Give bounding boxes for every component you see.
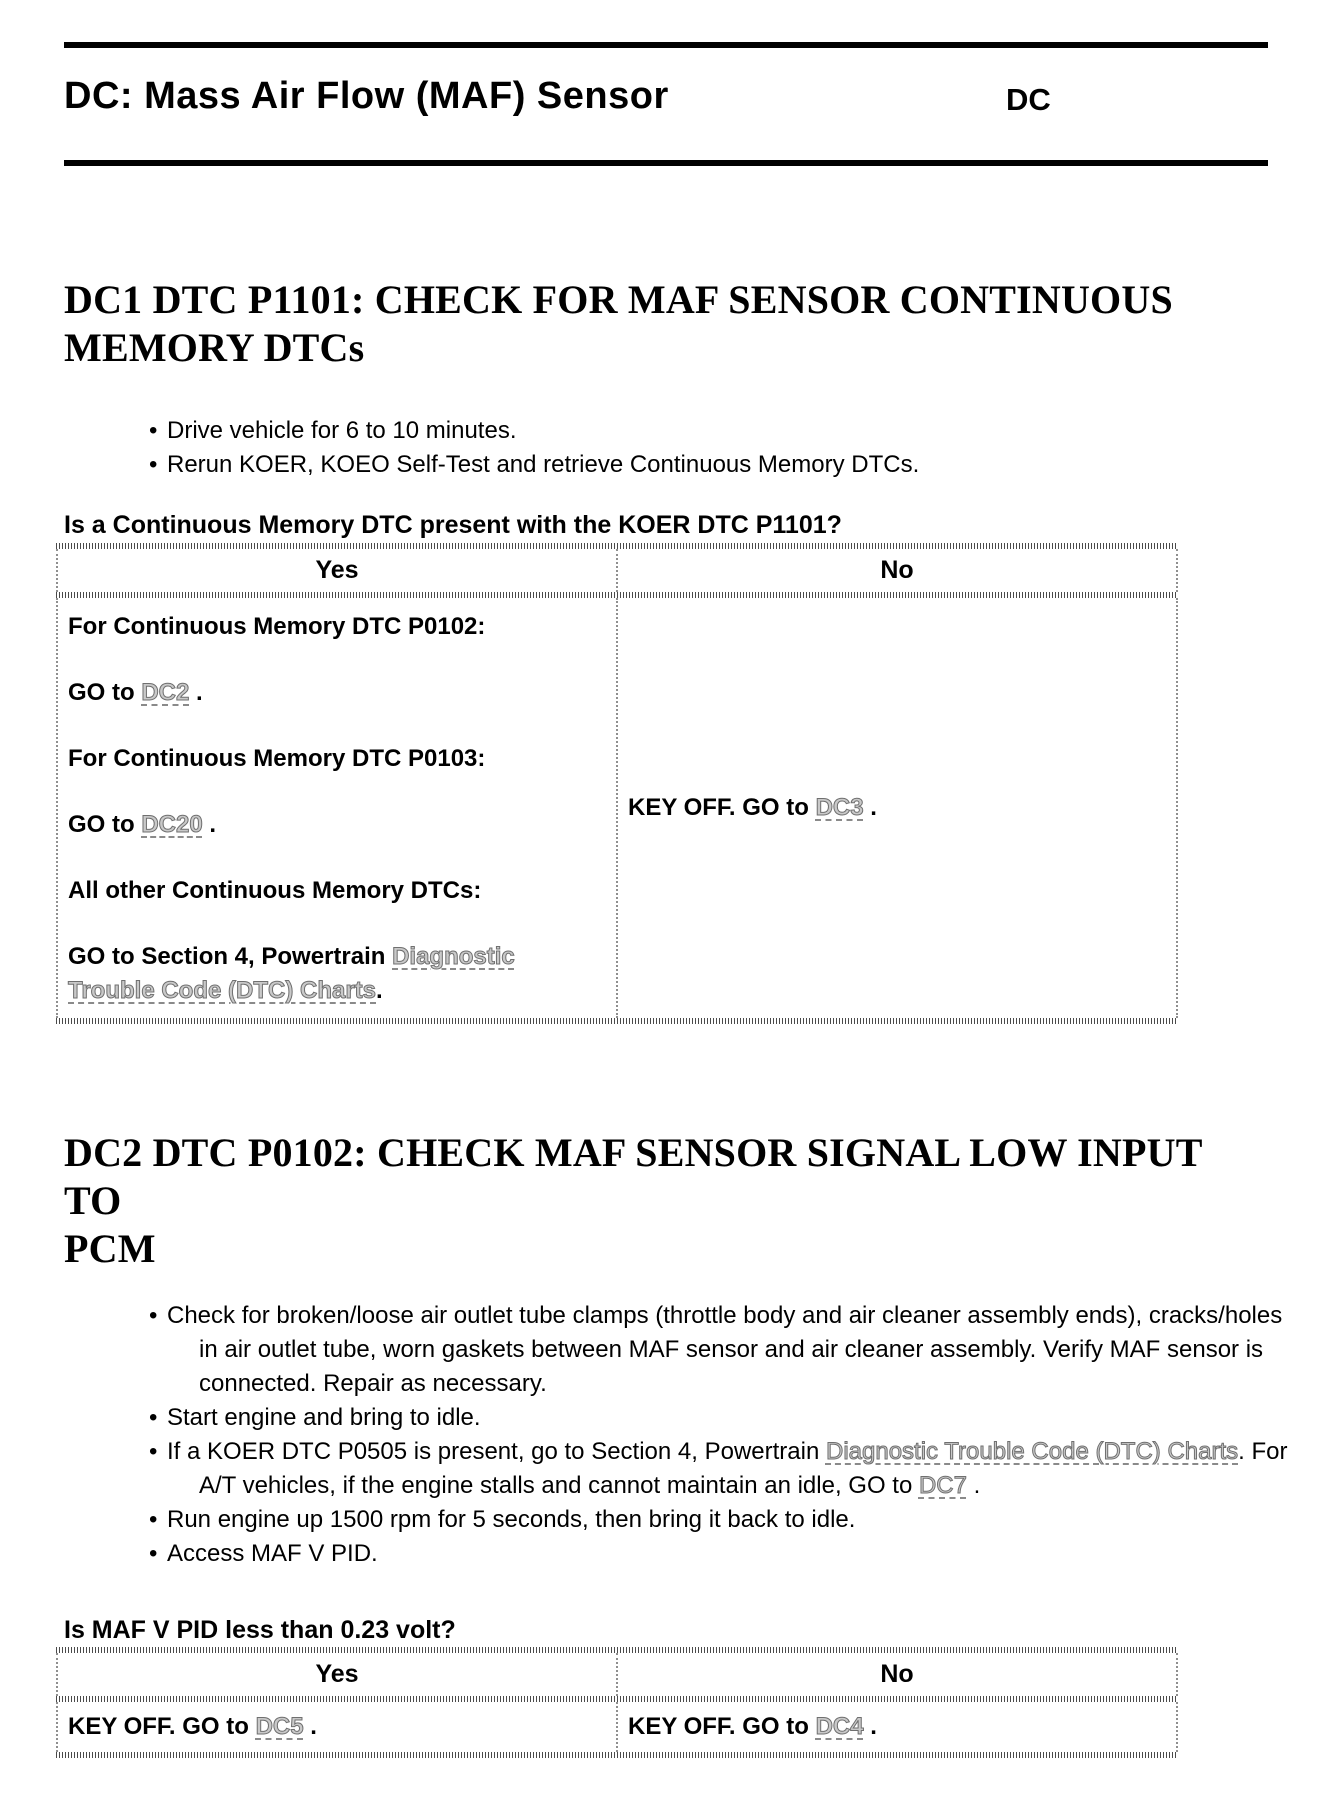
action-text: KEY OFF. GO to	[628, 794, 816, 821]
table2-header-row	[56, 1653, 1178, 1696]
table1-answer-row	[56, 598, 1178, 1018]
section2-heading	[64, 1129, 1268, 1273]
bullet-text: . For A/T vehicles, if the engine stalls and cannot maintain an idle, GO to	[199, 1438, 1288, 1499]
section2-question: Is MAF V PID less than 0.23 volt?	[64, 1616, 456, 1644]
action-text: GO to Section 4, Powertrain	[68, 943, 393, 970]
bullet-text: Drive vehicle for 6 to 10 minutes.	[167, 417, 517, 444]
bullet-text: Access MAF V PID.	[167, 1540, 378, 1567]
action-text: GO to	[68, 679, 142, 706]
decision-table-2	[56, 1647, 1178, 1758]
table1-yes-cell	[58, 598, 616, 1018]
table-border	[56, 1752, 1178, 1758]
yes-step-action	[68, 808, 606, 842]
link-dc20[interactable]: DC20	[141, 811, 203, 838]
bullet-text: If a KOER DTC P0505 is present, go to Section 4, Powertrain	[167, 1438, 826, 1465]
page-title: DC: Mass Air Flow (MAF) Sensor	[64, 75, 669, 117]
link-dc4[interactable]: DC4	[815, 1713, 864, 1740]
yes-step-action	[68, 940, 606, 1008]
table1-header-row	[56, 549, 1178, 592]
link-dc3[interactable]: DC3	[815, 794, 864, 821]
page-header	[64, 74, 1268, 118]
action-text: KEY OFF. GO to	[628, 1713, 816, 1740]
action-text: .	[863, 1713, 877, 1740]
bullet-item	[149, 1537, 1294, 1571]
link-dtc-charts-2[interactable]: Diagnostic Trouble Code (DTC) Charts	[825, 1438, 1239, 1465]
action-text: GO to	[68, 811, 142, 838]
section1-heading-line2: MEMORY DTCs	[64, 325, 365, 370]
bullet-text: Run engine up 1500 rpm for 5 seconds, then bring it back to idle.	[167, 1506, 856, 1533]
header-section-code: DC	[1006, 82, 1051, 117]
bullet-item	[149, 1503, 1294, 1537]
yes-step-label: For Continuous Memory DTC P0103:	[68, 745, 486, 772]
section2-heading-line2: PCM	[64, 1226, 156, 1271]
yes-step-action	[68, 676, 606, 710]
no-step-action	[628, 791, 877, 825]
action-text: .	[863, 794, 877, 821]
bullet-text: Check for broken/loose air outlet tube clamps (throttle body and air cleaner assembly ends), cracks/holes in air outlet tube, worn gaskets between MAF sensor and air cleaner assembly. Verify MAF sensor is connected. Repair as necessary.	[167, 1302, 1283, 1397]
decision-table-1	[56, 543, 1178, 1024]
link-dc7[interactable]: DC7	[918, 1472, 967, 1499]
header-rule-bottom	[64, 160, 1268, 166]
section1-question: Is a Continuous Memory DTC present with the KOER DTC P1101?	[64, 511, 842, 539]
table-border	[56, 1018, 1178, 1024]
bullet-item	[149, 448, 1294, 482]
section1-heading	[64, 276, 1268, 372]
action-text: KEY OFF. GO to	[68, 1713, 256, 1740]
table1-header-yes: Yes	[315, 556, 359, 584]
table2-header-yes: Yes	[315, 1660, 359, 1688]
link-dc2[interactable]: DC2	[141, 679, 190, 706]
bullet-text: .	[966, 1472, 981, 1499]
yes-step-label: All other Continuous Memory DTCs:	[68, 877, 482, 904]
table2-yes-cell	[58, 1702, 616, 1752]
document-page	[0, 42, 1328, 1806]
header-rule-top	[64, 42, 1268, 48]
bullet-item	[149, 1299, 1294, 1401]
link-dtc-charts-1[interactable]: Diagnostic Trouble Code (DTC) Charts	[68, 943, 515, 1004]
section1-bullet-list	[149, 414, 1294, 482]
table2-answer-row	[56, 1702, 1178, 1752]
action-text: .	[376, 977, 383, 1004]
yes-step-label: For Continuous Memory DTC P0102:	[68, 613, 486, 640]
bullet-text: Start engine and bring to idle.	[167, 1404, 481, 1431]
table2-header-no: No	[880, 1660, 914, 1688]
bullet-text: Rerun KOER, KOEO Self-Test and retrieve Continuous Memory DTCs.	[167, 451, 920, 478]
link-dc5[interactable]: DC5	[255, 1713, 304, 1740]
action-text: .	[189, 679, 203, 706]
table1-header-no: No	[880, 556, 914, 584]
action-text: .	[303, 1713, 317, 1740]
table2-no-cell	[618, 1702, 1176, 1752]
table1-no-cell	[618, 598, 1176, 1018]
section1-heading-line1: DC1 DTC P1101: CHECK FOR MAF SENSOR CONTINUOUS	[64, 277, 1173, 322]
bullet-item	[149, 1435, 1294, 1503]
action-text: .	[202, 811, 217, 838]
bullet-item	[149, 1401, 1294, 1435]
section2-bullet-list	[149, 1299, 1294, 1571]
bullet-item	[149, 414, 1294, 448]
section2-heading-line1: DC2 DTC P0102: CHECK MAF SENSOR SIGNAL LOW INPUT TO	[64, 1130, 1202, 1223]
